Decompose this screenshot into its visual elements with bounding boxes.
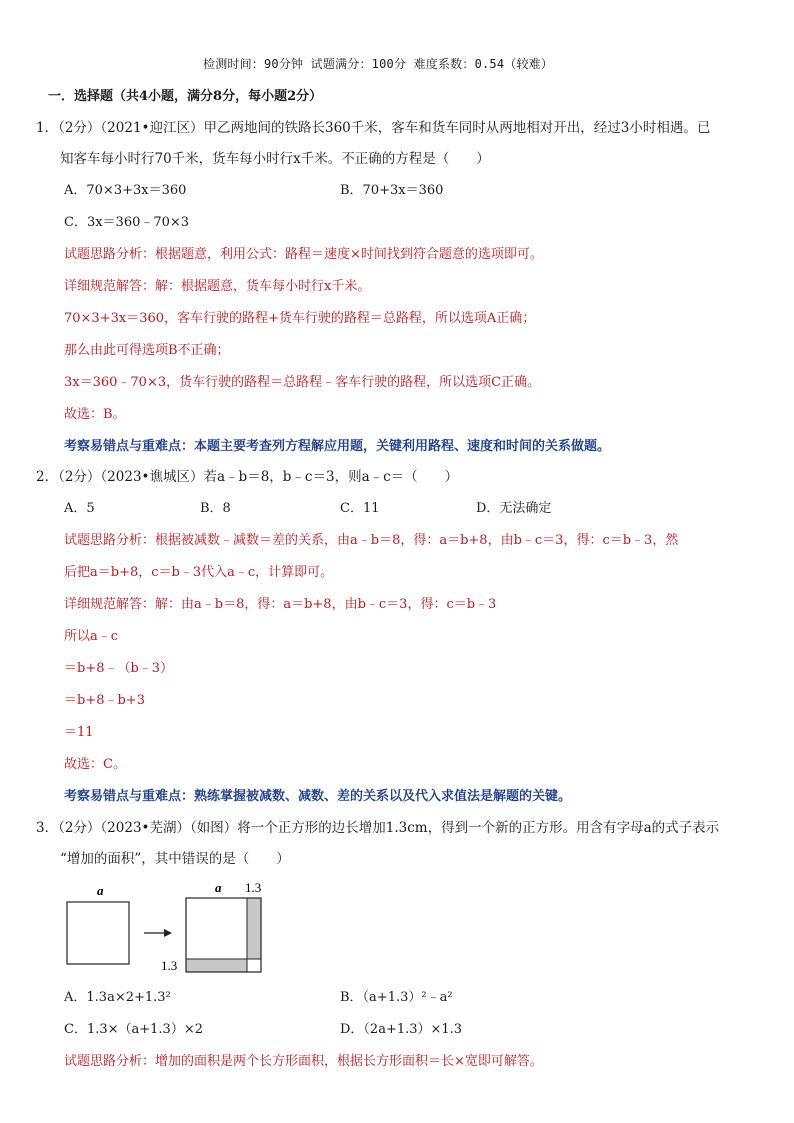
q2-step-4: ＝11 (64, 725, 94, 740)
q2-option-a: A．5 (64, 501, 95, 516)
original-square (67, 902, 129, 964)
q1-option-c: C．3x＝360﹣70×3 (64, 215, 190, 230)
square-growth-diagram (60, 878, 280, 978)
q2-option-d: D．无法确定 (476, 501, 552, 516)
q2-option-b: B．8 (200, 501, 231, 516)
q1-stem-line2: 知客车每小时行70千米，货车每小时行x千米。不正确的方程是（ ） (60, 151, 490, 167)
q3-analysis: 试题思路分析：增加的面积是两个长方形面积，根据长方形面积＝长×宽即可解答。 (64, 1054, 543, 1069)
q2-option-c: C．11 (340, 501, 380, 516)
q1-analysis: 试题思路分析：根据题意，利用公式：路程＝速度×时间找到符合题意的选项即可。 (64, 247, 543, 262)
q3-option-d: D．（2a+1.3）×1.3 (340, 1022, 463, 1037)
q3-stem-line1: 3．（2分）（2023•芜湖）（如图）将一个正方形的边长增加1.3cm，得到一个新的正方形。用含有字母a的式子表示 (36, 820, 720, 836)
q3-option-b: B．（a+1.3）²﹣a² (340, 990, 453, 1005)
section-title: 一．选择题（共4小题，满分8分，每小题2分） (48, 89, 323, 104)
q1-step-3: 3x＝360﹣70×3，货车行驶的路程＝总路程﹣客车行驶的路程，所以选项C正确。 (64, 375, 541, 390)
q2-stem: 2．（2分）（2023•谯城区）若a﹣b＝8，b﹣c＝3，则a﹣c＝（ ） (36, 469, 459, 485)
q3-option-c: C．1.3×（a+1.3）×2 (64, 1022, 203, 1037)
exam-header: 检测时间：90分钟 试题满分：100分 难度系数：0.54（较难） (203, 57, 554, 71)
q1-answer: 故选：B。 (64, 407, 126, 422)
q1-step-2: 那么由此可得选项B不正确； (64, 343, 230, 358)
q2-analysis-line1: 试题思路分析：根据被减数﹣减数＝差的关系，由a﹣b＝8，得：a＝b+8，由b﹣c＝3，得：c＝b﹣3，然 (64, 533, 679, 548)
q1-option-a: A．70×3+3x＝360 (64, 183, 187, 198)
q2-step-3: ＝b+8﹣b+3 (64, 693, 145, 708)
added-strip-right (247, 898, 261, 959)
q1-solution: 详细规范解答：解：根据题意，货车每小时行x千米。 (64, 279, 371, 294)
label-a-small-square: a (97, 883, 104, 898)
q2-solution: 详细规范解答：解：由a﹣b＝8，得：a＝b+8，由b﹣c＝3，得：c＝b﹣3 (64, 597, 497, 612)
added-strip-bottom (186, 959, 247, 972)
q2-step-2: ＝b+8﹣（b﹣3） (64, 661, 174, 676)
q2-analysis-line2: 后把a＝b+8，c＝b﹣3代入a﹣c，计算即可。 (64, 565, 334, 580)
label-a-large-square: a (215, 880, 222, 895)
q3-stem-line2: “增加的面积”，其中错误的是（ ） (60, 851, 290, 867)
label-top-1-3: 1.3 (245, 880, 262, 895)
q3-option-a: A．1.3a×2+1.3² (64, 990, 171, 1005)
q3-figure (60, 878, 280, 978)
arrow-right-icon (164, 929, 172, 937)
q2-step-1: 所以a﹣c (64, 629, 119, 644)
label-left-1-3: 1.3 (161, 958, 178, 973)
q1-step-1: 70×3+3x＝360，客车行驶的路程+货车行驶的路程＝总路程，所以选项A正确； (64, 311, 536, 326)
q1-option-b: B．70+3x＝360 (340, 183, 444, 198)
q1-key-points: 考察易错点与重难点：本题主要考查列方程解应用题，关键利用路程、速度和时间的关系做题。 (64, 439, 611, 454)
added-corner-square (247, 959, 261, 972)
q2-answer: 故选：C。 (64, 757, 126, 772)
q1-stem-line1: 1．（2分）（2021•迎江区）甲乙两地间的铁路长360千米，客车和货车同时从两地相对开出，经过3小时相遇。已 (36, 120, 711, 136)
q2-key-points: 考察易错点与重难点：熟练掌握被减数、减数、差的关系以及代入求值法是解题的关键。 (64, 789, 572, 804)
